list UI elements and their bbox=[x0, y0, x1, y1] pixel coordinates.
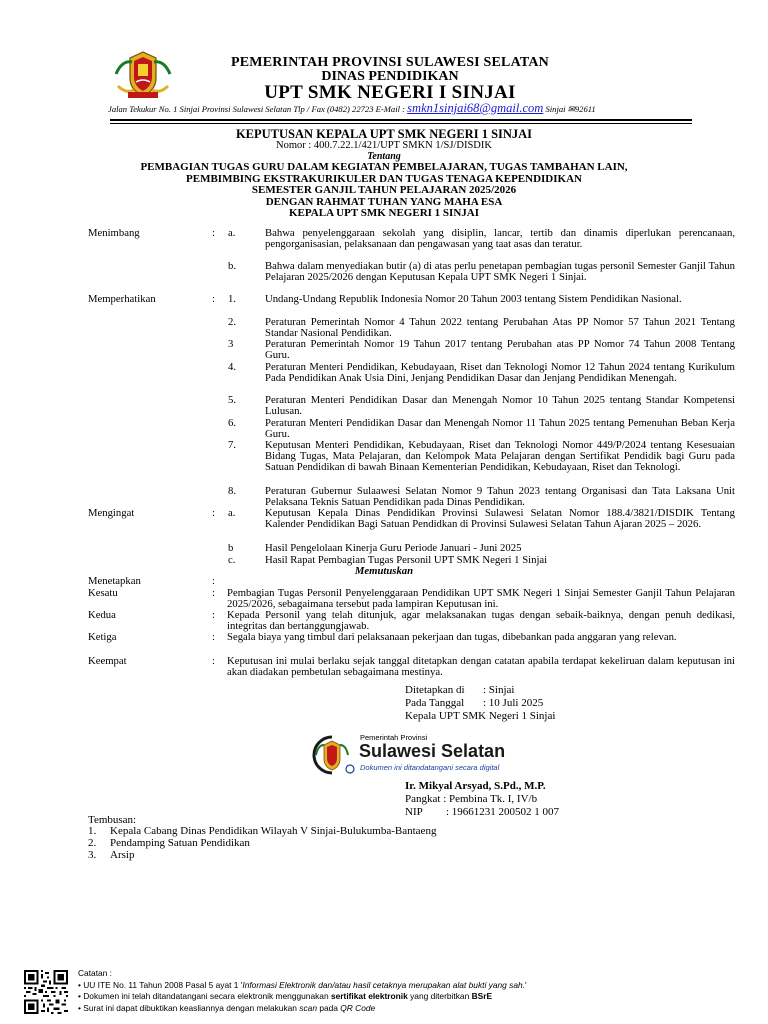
kedua-label: Kedua bbox=[88, 609, 116, 621]
kedua-colon: : bbox=[212, 609, 215, 621]
mengingat-label: Mengingat bbox=[88, 507, 135, 519]
signer-name: Ir. Mikyal Arsyad, S.Pd., M.P. bbox=[405, 780, 546, 792]
ketiga-label: Ketiga bbox=[88, 631, 117, 643]
memperhatikan-label: Memperhatikan bbox=[88, 293, 156, 305]
decree-title: KEPUTUSAN KEPALA UPT SMK NEGERI 1 SINJAI bbox=[235, 127, 533, 141]
kesatu-label: Kesatu bbox=[88, 587, 118, 599]
header-address: Jalan Tekukur No. 1 Sinjai Provinsi Sulawesi Selatan Tlp / Fax (0482) 22723 E-Mail : smkn1sinjai68@gmail.com Sinjai ✉92611 bbox=[108, 101, 596, 115]
header-school: UPT SMK NEGERI I SINJAI bbox=[264, 82, 516, 103]
kedua-text: Kepada Personil yang telah ditunjuk, agar melaksanakan tugas dengan sebaik-baiknya, dengan penuh dedikasi, integritas dan bertanggungjawab. bbox=[227, 609, 735, 633]
memperhatikan-text: Peraturan Menteri Pendidikan Dasar dan Menengah Nomor 10 Tahun 2025 tentang Standar Kompetensi Lulusan. bbox=[265, 394, 735, 418]
qr-code-icon[interactable] bbox=[24, 970, 68, 1014]
menimbang-label: Menimbang bbox=[88, 227, 140, 239]
memperhatikan-num: 8. bbox=[228, 485, 237, 497]
mengingat-text: Keputusan Kepala Dinas Pendidikan Provinsi Sulawesi Selatan Nomor 188.4/3821/DISDIK Tentang Kalender Pendidikan Bagi Satuan Pendidkan di Provinsi Sulawesi Selatan Tahun Ajaran 2025 – 2026. bbox=[265, 507, 735, 531]
decree-number: Nomor : 400.7.22.1/421/UPT SMKN 1/SJ/DISDIK bbox=[276, 140, 492, 151]
sign-place: Ditetapkan di : Sinjai bbox=[405, 684, 515, 696]
memperhatikan-num: 2. bbox=[228, 316, 237, 328]
menimbang-text: Bahwa dalam menyediakan butir (a) di atas perlu penetapan pembagian tugas personil Semester Ganjil Tahun Pelajaran 2025/2026 dengan Keputusan Kepala UPT SMK Negeri 1 Sinjai. bbox=[265, 260, 735, 284]
decree-subject: PEMBAGIAN TUGAS GURU DALAM KEGIATAN PEMBELAJARAN, TUGAS TAMBAHAN LAIN, PEMBIMBING EKSTRAKURIKULER DAN TUGAS TENAGA KEPENDIDIKAN SEMESTER GANJIL TAHUN PELAJARAN 2025/2026 DENGAN RAHMAT TUHAN YANG MAHA ESA KEPALA UPT SMK NEGERI 1 SINJAI bbox=[140, 161, 628, 219]
tembusan-item: 2. Pendamping Satuan Pendidikan bbox=[88, 837, 250, 849]
keempat-text: Keputusan ini mulai berlaku sejak tanggal ditetapkan dengan catatan apabila terdapat kekeliruan dalam keputusan ini akan diadakan pembetulan sebagaimana mestinya. bbox=[227, 655, 735, 679]
memperhatikan-num: 5. bbox=[228, 394, 237, 406]
header-government: PEMERINTAH PROVINSI SULAWESI SELATAN bbox=[231, 55, 549, 70]
esign-caption: Dokumen ini ditandatangani secara digital bbox=[360, 763, 500, 772]
header-email-link[interactable]: smkn1sinjai68@gmail.com bbox=[407, 101, 544, 115]
mengingat-num: b bbox=[228, 542, 234, 554]
header-divider-thin bbox=[110, 123, 692, 124]
tembusan-label: Tembusan: bbox=[88, 814, 137, 826]
mengingat-num: a. bbox=[228, 507, 236, 519]
menimbang-num: b. bbox=[228, 260, 237, 272]
mengingat-text: Hasil Rapat Pembagian Tugas Personil UPT SMK Negeri 1 Sinjai bbox=[265, 554, 548, 566]
keempat-colon: : bbox=[212, 655, 215, 667]
memperhatikan-colon: : bbox=[212, 293, 215, 305]
memperhatikan-num: 7. bbox=[228, 439, 237, 451]
memperhatikan-num: 1. bbox=[228, 293, 237, 305]
tembusan-item: 1. Kepala Cabang Dinas Pendidikan Wilayah V Sinjai-Bulukumba-Bantaeng bbox=[88, 825, 437, 837]
mengingat-text: Hasil Pengelolaan Kinerja Guru Periode Januari - Juni 2025 bbox=[265, 542, 522, 554]
kesatu-text: Pembagian Tugas Personil Penyelenggaraan Pendidikan UPT SMK Negeri 1 Sinjai Semester Ganjil Tahun Pelajaran 2025/2026, sebagaimana tersebut pada lampiran Keputusan ini. bbox=[227, 587, 735, 611]
memperhatikan-text: Peraturan Menteri Pendidikan Dasar dan Menengah Nomor 11 Tahun 2025 tentang Pemenuhan Beban Kerja Guru. bbox=[265, 417, 735, 441]
memperhatikan-text: Peraturan Gubernur Sulaawesi Selatan Nomor 9 Tahun 2023 tentang Organisasi dan Tata Laksana Unit Pelaksana Teknis Satuan Pendidikan pada Dinas Pendidikan. bbox=[265, 485, 735, 509]
keempat-label: Keempat bbox=[88, 655, 127, 667]
decree-tentang: Tentang bbox=[367, 151, 401, 162]
mengingat-num: c. bbox=[228, 554, 236, 566]
memperhatikan-text: Undang-Undang Republik Indonesia Nomor 20 Tahun 2003 tentang Sistem Pendidikan Nasional. bbox=[265, 293, 682, 305]
memperhatikan-num: 6. bbox=[228, 417, 237, 429]
mengingat-colon: : bbox=[212, 507, 215, 519]
memperhatikan-text: Peraturan Pemerintah Nomor 4 Tahun 2022 tentang Perubahan Atas PP Nomor 57 Tahun 2021 Tentang Standar Nasional Pendidikan. bbox=[265, 316, 735, 340]
kesatu-colon: : bbox=[212, 587, 215, 599]
esign-province: Sulawesi Selatan bbox=[359, 741, 506, 761]
header-divider-thick bbox=[110, 119, 692, 121]
sign-position: Kepala UPT SMK Negeri 1 Sinjai bbox=[405, 710, 556, 722]
menimbang-colon: : bbox=[212, 227, 215, 239]
memperhatikan-text: Keputusan Menteri Pendidikan, Kebudayaan, Riset dan Teknologi Nomor 449/P/2024 tentang Kesesuaian Bidang Tugas, Mata Pelajaran, dan Kelompok Mata Pelajaran dengan Sertifikat Pendidik bagi Guru pada Satuan Pendidikan di bawah Binaan Kementerian Pendidikan, Kebudayaan, Riset dan Teknologi. bbox=[265, 439, 735, 474]
ketiga-text: Segala biaya yang timbul dari pelaksanaan pekerjaan dan tugas, dibebankan pada anggaran yang relevan. bbox=[227, 631, 677, 643]
signer-nip: NIP : 19661231 200502 1 007 bbox=[405, 806, 560, 818]
tembusan-item: 3. Arsip bbox=[88, 849, 135, 861]
digital-signature-stamp bbox=[310, 731, 525, 776]
sign-date: Pada Tanggal : 10 Juli 2025 bbox=[405, 697, 544, 709]
memutuskan-heading: Memutuskan bbox=[354, 565, 414, 577]
esign-gov-label: Pemerintah Provinsi bbox=[360, 733, 428, 742]
footer-notes: Catatan : • UU ITE No. 11 Tahun 2008 Pasal 5 ayat 1 'Informasi Elektronik dan/atau hasil cetaknya merupakan alat bukti yang sah.' • Dokumen ini telah ditandatangani secara elektronik menggunakan sertifikat elektronik yang diterbitkan BSrE • Surat ini dapat dibuktikan keasliannya dengan melakukan scan pada QR Code bbox=[78, 968, 527, 1013]
menetapkan-colon: : bbox=[212, 575, 215, 587]
memperhatikan-num: 4. bbox=[228, 361, 237, 373]
menetapkan-label: Menetapkan bbox=[88, 575, 141, 587]
memperhatikan-text: Peraturan Menteri Pendidikan, Kebudayaan, Riset dan Teknologi Nomor 12 Tahun 2024 tentang Kurikulum Pada Pendidikan Anak Usia Dini, Jenjang Pendidikan Dasar dan Jenjang Pendidikan Menengah. bbox=[265, 361, 735, 385]
memperhatikan-text: Peraturan Pemerintah Nomor 19 Tahun 2017 tentang Perubahan atas PP Nomor 74 Tahun 2008 Tentang Guru. bbox=[265, 338, 735, 362]
signer-rank: Pangkat : Pembina Tk. I, IV/b bbox=[405, 793, 538, 805]
header-department: DINAS PENDIDIKAN bbox=[321, 69, 459, 84]
memperhatikan-num: 3 bbox=[228, 338, 234, 350]
ketiga-colon: : bbox=[212, 631, 215, 643]
menimbang-text: Bahwa penyelenggaraan sekolah yang disiplin, lancar, tertib dan dinamis diperlukan perencanaan, pengorganisasian, pelaksanaan dan pengawasan yang taat asas dan teratur. bbox=[265, 227, 735, 251]
menimbang-num: a. bbox=[228, 227, 236, 239]
